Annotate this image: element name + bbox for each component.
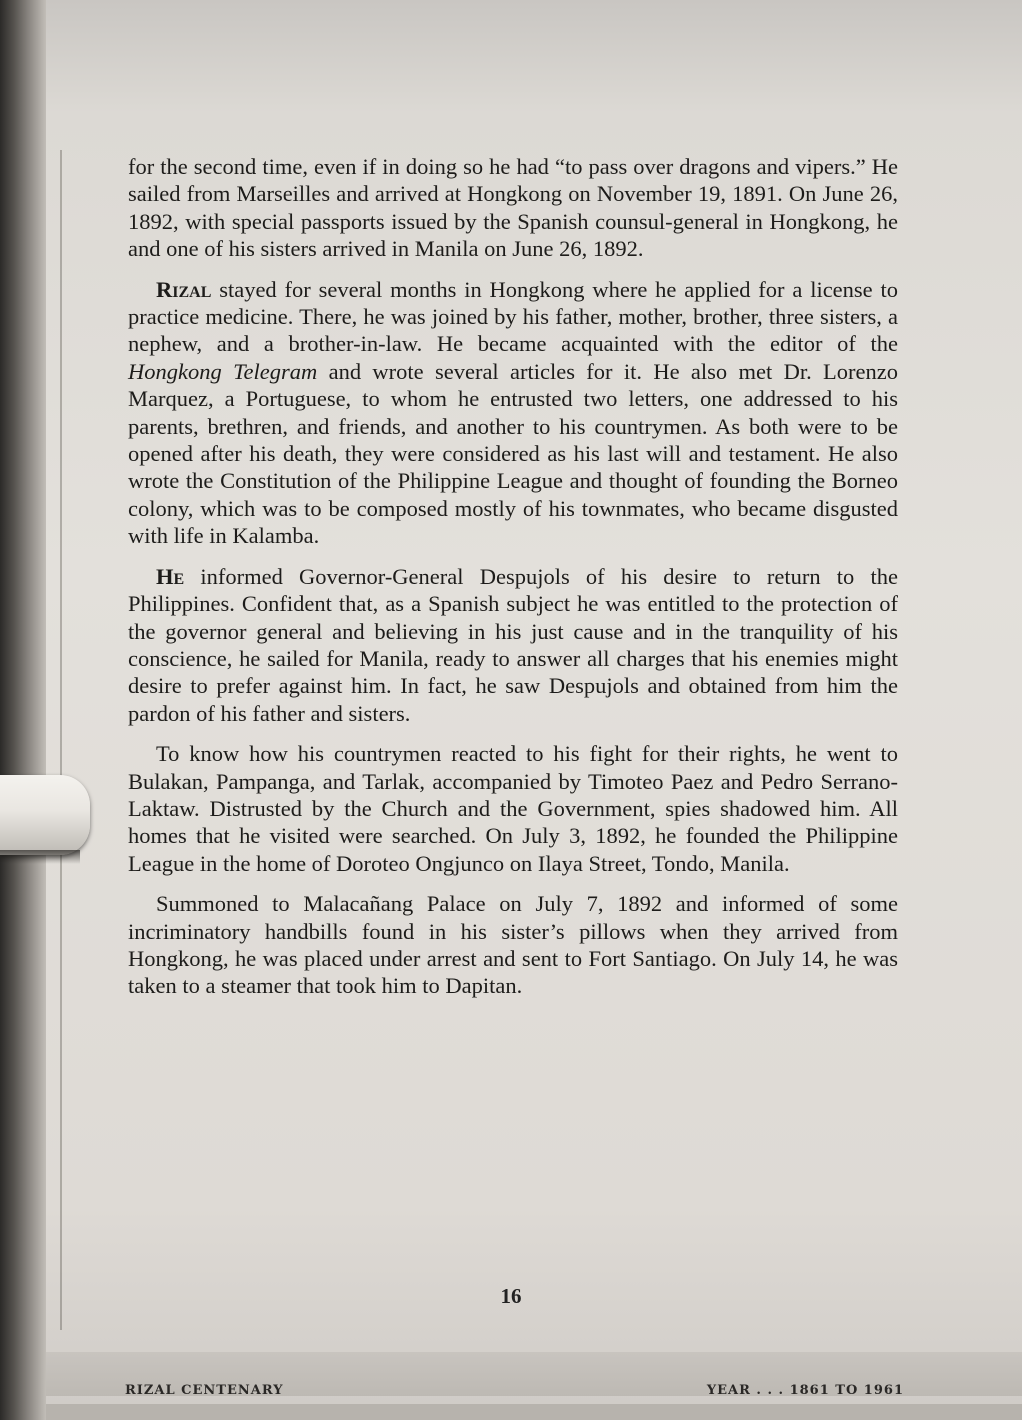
paragraph-2-lead: Rizal — [156, 276, 212, 302]
paragraph-4 — [128, 740, 898, 877]
footer-left-text: RIZAL CENTENARY — [125, 1383, 284, 1398]
paragraph-1-text: for the second time, even if in doing so he had “to pass over dragons and vipers.” He sailed from Marseilles and arrived at Hongkong on November 19, 1891. On June 26, 1892, with special passports issued by the Spanish counsul-general in Hongkong, he and one of his sisters arrived in Manila on June 26, 1892. — [128, 154, 898, 262]
bookmark-shadow — [0, 850, 80, 864]
paragraph-5 — [128, 890, 898, 1000]
paragraph-3-lead: He — [156, 563, 185, 589]
page-gutter-line — [60, 150, 62, 1330]
paragraph-1 — [128, 153, 898, 263]
paragraph-5-text: Summoned to Malacañang Palace on July 7, 1892 and informed of some incriminatory handbills found in his sister’s pillows when they arrived from Hongkong, he was placed under arrest and sent to Fort Santiago. On July 14, he was taken to a steamer that took him to Dapitan. — [128, 891, 898, 999]
paragraph-2-text-after: and wrote several articles for it. He also met Dr. Lorenzo Marquez, a Portuguese, to whom he entrusted two letters, one addressed to his parents, brethren, and friends, and another to his countrymen. As both were to be opened after his death, they were considered as his last will and testament. He also wrote the Constitution of the Philippine League and thought of founding the Borneo colony, which was to be composed mostly of his townmates, who became disgusted with life in Kalamba. — [128, 358, 898, 549]
paragraph-2 — [128, 276, 898, 550]
footer-right-text: YEAR . . . 1861 TO 1961 — [706, 1383, 904, 1398]
body-text — [128, 153, 898, 1013]
paragraph-2-italic-title: Hongkong Telegram — [128, 358, 318, 384]
book-binding — [0, 0, 46, 1420]
page-number: 16 — [500, 1284, 522, 1308]
page-bottom-edge — [46, 1404, 1022, 1420]
paragraph-2-text-before: stayed for several months in Hongkong where he applied for a license to practice medicine. There, he was joined by his father, mother, brother, three sisters, a nephew, and a brother-in-law. He became acquainted with the editor of the — [128, 276, 898, 357]
paragraph-4-text: To know how his countrymen reacted to his fight for their rights, he went to Bulakan, Pampanga, and Tarlak, accompanied by Timoteo Paez and Pedro Serrano-Laktaw. Distrusted by the Church and the Government, spies shadowed him. All homes that he visited were searched. On July 3, 1892, he founded the Philippine League in the home of Doroteo Ongjunco on Ilaya Street, Tondo, Manila. — [128, 741, 898, 876]
paragraph-3-text: informed Governor-General Despujols of his desire to return to the Philippines. Confident that, as a Spanish subject he was entitled to the protection of the governor general and believing in his just cause and in the tranquility of his conscience, he sailed for Manila, ready to answer all charges that his enemies might desire to prefer against him. In fact, he saw Despujols and obtained from him the pardon of his father and sisters. — [128, 563, 898, 726]
paragraph-3 — [128, 563, 898, 727]
bookmark-ribbon — [0, 775, 90, 855]
